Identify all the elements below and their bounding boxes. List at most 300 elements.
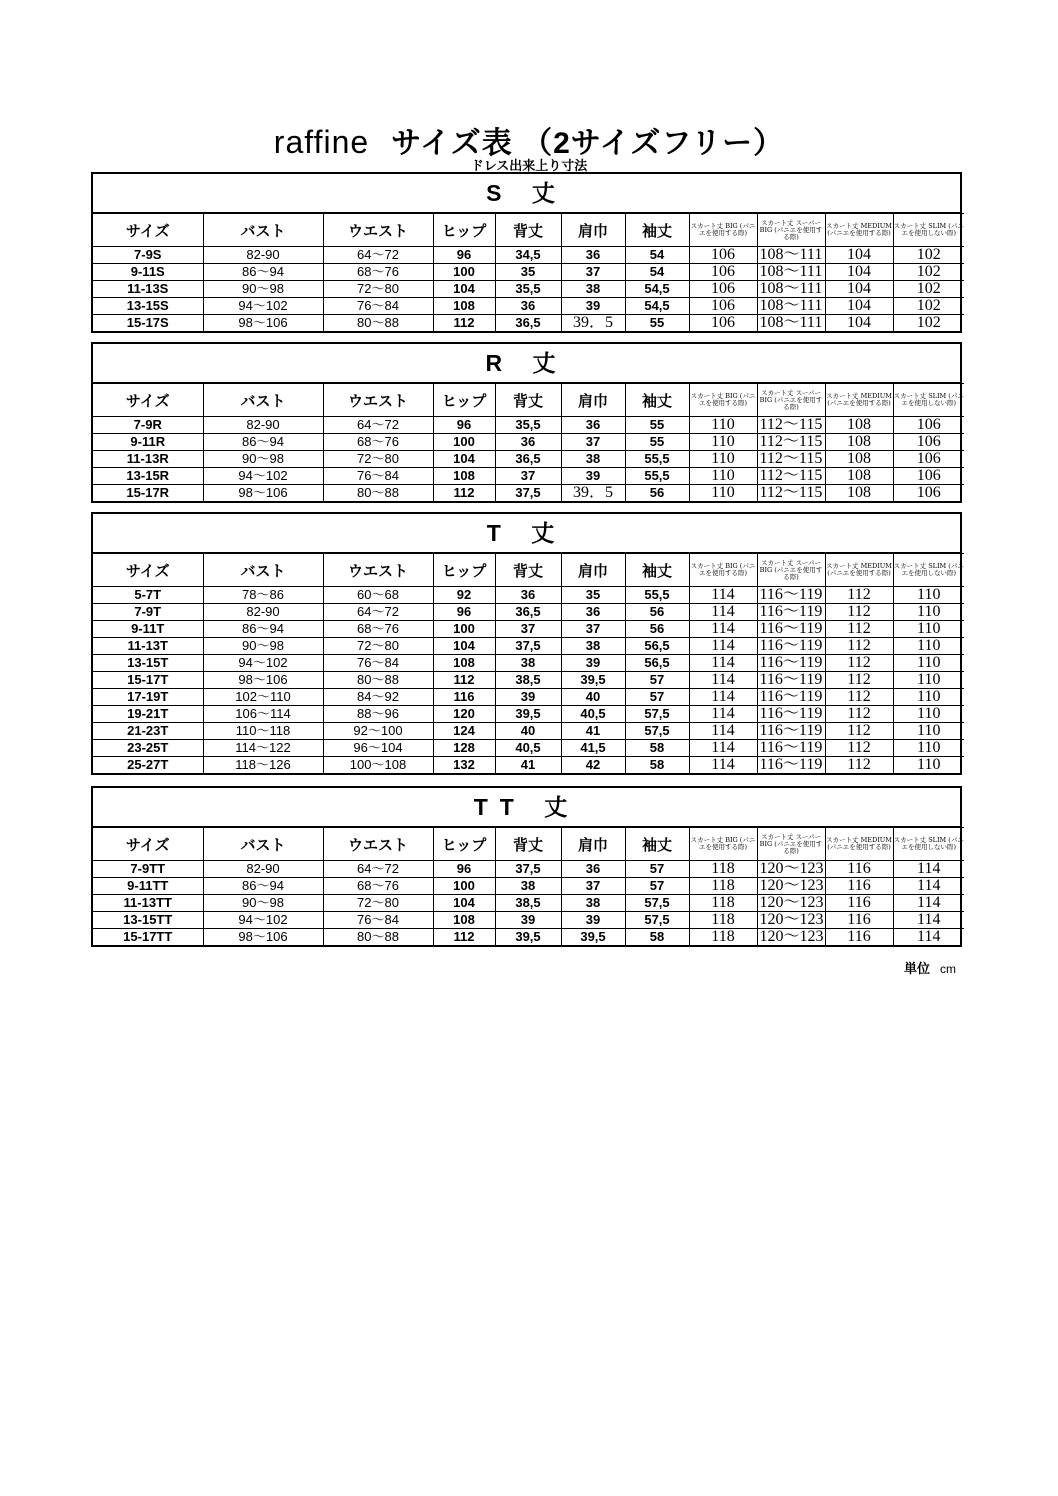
column-header: サイズ [93, 214, 203, 247]
table-cell: 106 [893, 434, 964, 451]
table-cell: 110 [689, 451, 757, 468]
table-cell: 116 [825, 878, 893, 895]
table-cell: 112 [825, 706, 893, 723]
table-cell: 39 [495, 912, 561, 929]
table-cell: 37 [495, 468, 561, 485]
column-header: 肩巾 [561, 828, 625, 861]
table-cell: 112 [433, 315, 495, 332]
table-cell: 11-13T [93, 638, 203, 655]
table-cell: 80～88 [323, 672, 433, 689]
table-cell: 13-15S [93, 298, 203, 315]
table-row [93, 587, 964, 604]
table-cell: 23-25T [93, 740, 203, 757]
column-header: 背丈 [495, 554, 561, 587]
table-cell: 82-90 [203, 417, 323, 434]
section-title: S 丈 [93, 174, 960, 213]
skirt-length-header: スカート丈 SLIM (パニエを使用しない際) [893, 828, 964, 861]
table-cell: 41,5 [561, 740, 625, 757]
table-cell: 39,5 [495, 929, 561, 946]
table-cell: 21-23T [93, 723, 203, 740]
table-cell: 120～123 [757, 912, 825, 929]
table-cell: 13-15TT [93, 912, 203, 929]
table-cell: 112 [825, 740, 893, 757]
table-cell: 112 [433, 929, 495, 946]
table-cell: 114 [893, 895, 964, 912]
table-cell: 110 [689, 417, 757, 434]
table-cell: 110 [689, 485, 757, 502]
table-cell: 106 [689, 247, 757, 264]
table-cell: 58 [625, 929, 689, 946]
table-cell: 38 [495, 655, 561, 672]
table-cell: 57,5 [625, 895, 689, 912]
table-cell: 108 [825, 417, 893, 434]
table-row [93, 929, 964, 946]
table-cell: 35,5 [495, 281, 561, 298]
table-cell: 108～111 [757, 264, 825, 281]
table-cell: 78～86 [203, 587, 323, 604]
table-cell: 104 [825, 264, 893, 281]
table-cell: 98～106 [203, 485, 323, 502]
table-cell: 60～68 [323, 587, 433, 604]
skirt-length-header: スカート丈 MEDIUM (パニエを使用する際) [825, 828, 893, 861]
table-cell: 90～98 [203, 638, 323, 655]
table-cell: 108 [825, 485, 893, 502]
table-cell: 112 [825, 672, 893, 689]
table-cell: 116～119 [757, 706, 825, 723]
table-cell: 114 [689, 706, 757, 723]
table-cell: 116～119 [757, 587, 825, 604]
table-cell: 13-15T [93, 655, 203, 672]
table-cell: 106 [893, 417, 964, 434]
table-cell: 55,5 [625, 587, 689, 604]
table-cell: 36 [561, 604, 625, 621]
table-cell: 108 [433, 468, 495, 485]
table-cell: 37 [561, 621, 625, 638]
table-cell: 100 [433, 264, 495, 281]
table-cell: 37 [561, 878, 625, 895]
table-cell: 100 [433, 621, 495, 638]
table-cell: 36 [495, 298, 561, 315]
table-cell: 36 [495, 587, 561, 604]
table-cell: 15-17S [93, 315, 203, 332]
table-cell: 64～72 [323, 604, 433, 621]
table-cell: 118 [689, 912, 757, 929]
table-cell: 15-17R [93, 485, 203, 502]
size-section [91, 172, 962, 333]
table-cell: 11-13S [93, 281, 203, 298]
table-cell: 86～94 [203, 434, 323, 451]
table-cell: 108 [433, 912, 495, 929]
table-cell: 104 [825, 247, 893, 264]
size-table [93, 383, 964, 501]
table-cell: 80～88 [323, 929, 433, 946]
table-cell: 35 [495, 264, 561, 281]
skirt-length-header: スカート丈 MEDIUM (パニエを使用する際) [825, 554, 893, 587]
table-row [93, 417, 964, 434]
column-header: 背丈 [495, 828, 561, 861]
table-cell: 19-21T [93, 706, 203, 723]
table-cell: 106 [893, 468, 964, 485]
table-cell: 110 [893, 706, 964, 723]
column-header: ヒップ [433, 214, 495, 247]
table-cell: 37 [495, 621, 561, 638]
table-cell: 82-90 [203, 247, 323, 264]
section-title: R 丈 [93, 344, 960, 383]
table-row [93, 861, 964, 878]
table-cell: 72～80 [323, 281, 433, 298]
table-cell: 11-13R [93, 451, 203, 468]
table-cell: 56 [625, 621, 689, 638]
table-cell: 36 [561, 417, 625, 434]
table-cell: 110 [689, 434, 757, 451]
table-cell: 106 [689, 264, 757, 281]
table-cell: 38 [561, 451, 625, 468]
table-cell: 106 [893, 485, 964, 502]
table-cell: 40,5 [561, 706, 625, 723]
table-cell: 55 [625, 315, 689, 332]
table-cell: 68～76 [323, 434, 433, 451]
table-cell: 39 [561, 298, 625, 315]
table-cell: 102 [893, 315, 964, 332]
table-cell: 108 [825, 451, 893, 468]
column-header: サイズ [93, 828, 203, 861]
column-header: 背丈 [495, 384, 561, 417]
table-cell: 110 [893, 638, 964, 655]
table-cell: 116～119 [757, 723, 825, 740]
table-cell: 55 [625, 434, 689, 451]
table-cell: 102～110 [203, 689, 323, 706]
table-cell: 106 [689, 298, 757, 315]
page-subtitle: ドレス出来上り寸法 [470, 158, 588, 173]
table-cell: 110 [893, 587, 964, 604]
table-cell: 112 [825, 587, 893, 604]
table-cell: 76～84 [323, 468, 433, 485]
table-cell: 40,5 [495, 740, 561, 757]
table-cell: 25-27T [93, 757, 203, 774]
table-cell: 108 [433, 298, 495, 315]
table-cell: 96 [433, 417, 495, 434]
table-cell: 132 [433, 757, 495, 774]
column-header: 袖丈 [625, 214, 689, 247]
skirt-length-header: スカート丈 SLIM (パニエを使用しない際) [893, 554, 964, 587]
table-cell: 56 [625, 604, 689, 621]
table-cell: 116～119 [757, 638, 825, 655]
column-header: バスト [203, 214, 323, 247]
table-cell: 108～111 [757, 298, 825, 315]
table-cell: 112 [825, 604, 893, 621]
table-row [93, 315, 964, 332]
table-row [93, 895, 964, 912]
table-cell: 112 [433, 672, 495, 689]
section-title: T 丈 [93, 514, 960, 553]
table-cell: 112～115 [757, 434, 825, 451]
size-section [91, 342, 962, 503]
skirt-length-header: スカート丈 BIG (パニエを使用する際) [689, 554, 757, 587]
table-cell: 102 [893, 298, 964, 315]
table-cell: 36 [561, 247, 625, 264]
table-cell: 57 [625, 689, 689, 706]
table-cell: 114 [689, 740, 757, 757]
table-cell: 15-17T [93, 672, 203, 689]
table-cell: 116～119 [757, 740, 825, 757]
table-cell: 114 [893, 912, 964, 929]
table-cell: 114 [893, 878, 964, 895]
table-cell: 36 [495, 434, 561, 451]
table-cell: 56 [625, 485, 689, 502]
skirt-length-header: スカート丈 スーパーBIG (パニエを使用する際) [757, 214, 825, 247]
table-cell: 108～111 [757, 281, 825, 298]
table-cell: 106 [689, 315, 757, 332]
table-cell: 36 [561, 861, 625, 878]
table-row [93, 281, 964, 298]
unit-label: 単位 [903, 961, 930, 976]
table-cell: 9-11S [93, 264, 203, 281]
table-cell: 112～115 [757, 468, 825, 485]
table-cell: 76～84 [323, 655, 433, 672]
table-cell: 92 [433, 587, 495, 604]
table-cell: 72～80 [323, 638, 433, 655]
table-cell: 112 [825, 689, 893, 706]
table-cell: 120～123 [757, 895, 825, 912]
table-cell: 11-13TT [93, 895, 203, 912]
column-header: バスト [203, 828, 323, 861]
table-cell: 104 [433, 281, 495, 298]
table-cell: 38,5 [495, 672, 561, 689]
table-cell: 102 [893, 281, 964, 298]
table-cell: 118 [689, 929, 757, 946]
table-cell: 55,5 [625, 451, 689, 468]
table-cell: 110 [893, 672, 964, 689]
skirt-length-header: スカート丈 スーパーBIG (パニエを使用する際) [757, 828, 825, 861]
table-cell: 54 [625, 247, 689, 264]
table-cell: 114 [893, 861, 964, 878]
table-cell: 110 [893, 723, 964, 740]
table-cell: 34,5 [495, 247, 561, 264]
table-row [93, 689, 964, 706]
column-header: ヒップ [433, 554, 495, 587]
table-cell: 55 [625, 417, 689, 434]
skirt-length-header: スカート丈 SLIM (パニエを使用しない際) [893, 384, 964, 417]
table-cell: 38 [561, 895, 625, 912]
table-cell: 114 [893, 929, 964, 946]
table-cell: 106～114 [203, 706, 323, 723]
table-cell: 96 [433, 604, 495, 621]
table-row [93, 878, 964, 895]
table-cell: 13-15R [93, 468, 203, 485]
table-cell: 110 [893, 604, 964, 621]
skirt-length-header: スカート丈 BIG (パニエを使用する際) [689, 828, 757, 861]
table-cell: 128 [433, 740, 495, 757]
table-row [93, 434, 964, 451]
table-cell: 36,5 [495, 451, 561, 468]
table-cell: 112～115 [757, 451, 825, 468]
table-cell: 116 [825, 929, 893, 946]
table-cell: 56,5 [625, 655, 689, 672]
table-row [93, 604, 964, 621]
table-cell: 40 [495, 723, 561, 740]
brand-name: raffine [273, 124, 370, 160]
column-header: ウエスト [323, 828, 433, 861]
table-cell: 41 [561, 723, 625, 740]
table-cell: 100 [433, 434, 495, 451]
table-cell: 118 [689, 895, 757, 912]
table-cell: 114 [689, 655, 757, 672]
table-cell: 118 [689, 861, 757, 878]
table-cell: 96～104 [323, 740, 433, 757]
table-cell: 72～80 [323, 895, 433, 912]
table-cell: 108 [825, 434, 893, 451]
table-cell: 110 [893, 655, 964, 672]
column-header: ヒップ [433, 828, 495, 861]
table-cell: 39,5 [561, 929, 625, 946]
column-header: ヒップ [433, 384, 495, 417]
table-cell: 98～106 [203, 672, 323, 689]
table-cell: 104 [825, 298, 893, 315]
table-cell: 7-9R [93, 417, 203, 434]
table-cell: 94～102 [203, 468, 323, 485]
table-cell: 57 [625, 672, 689, 689]
skirt-length-header: スカート丈 MEDIUM (パニエを使用する際) [825, 384, 893, 417]
skirt-length-header: スカート丈 MEDIUM (パニエを使用する際) [825, 214, 893, 247]
table-cell: 76～84 [323, 912, 433, 929]
table-cell: 9-11TT [93, 878, 203, 895]
table-cell: 98～106 [203, 929, 323, 946]
column-header: ウエスト [323, 554, 433, 587]
table-row [93, 485, 964, 502]
table-row [93, 757, 964, 774]
table-cell: 35,5 [495, 417, 561, 434]
table-cell: 114 [689, 587, 757, 604]
table-cell: 39 [495, 689, 561, 706]
table-cell: 80～88 [323, 485, 433, 502]
table-cell: 76～84 [323, 298, 433, 315]
table-cell: 116～119 [757, 621, 825, 638]
table-cell: 112 [433, 485, 495, 502]
table-cell: 68～76 [323, 264, 433, 281]
table-cell: 68～76 [323, 878, 433, 895]
table-row [93, 912, 964, 929]
size-table [93, 553, 964, 773]
table-cell: 36,5 [495, 604, 561, 621]
section-title: TT 丈 [93, 788, 960, 827]
table-row [93, 638, 964, 655]
table-cell: 114 [689, 689, 757, 706]
table-cell: 38 [561, 638, 625, 655]
table-cell: 120～123 [757, 861, 825, 878]
table-cell: 108 [825, 468, 893, 485]
table-cell: 102 [893, 247, 964, 264]
table-cell: 39 [561, 655, 625, 672]
table-cell: 90～98 [203, 451, 323, 468]
skirt-length-header: スカート丈 BIG (パニエを使用する際) [689, 384, 757, 417]
table-cell: 37,5 [495, 485, 561, 502]
size-section [91, 786, 962, 947]
table-cell: 37,5 [495, 638, 561, 655]
table-cell: 96 [433, 861, 495, 878]
table-cell: 116 [433, 689, 495, 706]
skirt-length-header: スカート丈 SLIM (パニエを使用しない際) [893, 214, 964, 247]
table-cell: 116 [825, 912, 893, 929]
table-cell: 112 [825, 757, 893, 774]
table-cell: 98～106 [203, 315, 323, 332]
table-cell: 17-19T [93, 689, 203, 706]
column-header: 肩巾 [561, 384, 625, 417]
table-cell: 64～72 [323, 861, 433, 878]
table-cell: 39．5 [561, 315, 625, 332]
table-cell: 112 [825, 723, 893, 740]
table-cell: 42 [561, 757, 625, 774]
table-cell: 104 [433, 638, 495, 655]
table-cell: 114 [689, 672, 757, 689]
column-header: バスト [203, 554, 323, 587]
size-section [91, 512, 962, 775]
column-header: ウエスト [323, 384, 433, 417]
size-table [93, 827, 964, 945]
size-table [93, 213, 964, 331]
table-cell: 38 [495, 878, 561, 895]
table-cell: 102 [893, 264, 964, 281]
table-cell: 114 [689, 604, 757, 621]
table-cell: 38 [561, 281, 625, 298]
table-cell: 36,5 [495, 315, 561, 332]
table-cell: 86～94 [203, 264, 323, 281]
table-cell: 110 [689, 468, 757, 485]
table-cell: 88～96 [323, 706, 433, 723]
unit-value: cm [940, 962, 956, 976]
column-header: 肩巾 [561, 554, 625, 587]
column-header: サイズ [93, 554, 203, 587]
table-row [93, 740, 964, 757]
table-cell: 90～98 [203, 281, 323, 298]
table-cell: 104 [433, 895, 495, 912]
table-cell: 106 [689, 281, 757, 298]
column-header: 袖丈 [625, 828, 689, 861]
table-cell: 57,5 [625, 706, 689, 723]
table-cell: 40 [561, 689, 625, 706]
table-cell: 112～115 [757, 417, 825, 434]
table-cell: 55,5 [625, 468, 689, 485]
table-cell: 110 [893, 740, 964, 757]
table-cell: 86～94 [203, 621, 323, 638]
table-row [93, 655, 964, 672]
table-cell: 37 [561, 434, 625, 451]
column-header: サイズ [93, 384, 203, 417]
table-row [93, 298, 964, 315]
table-cell: 114～122 [203, 740, 323, 757]
table-cell: 114 [689, 638, 757, 655]
table-cell: 58 [625, 740, 689, 757]
column-header: 背丈 [495, 214, 561, 247]
table-cell: 64～72 [323, 417, 433, 434]
table-cell: 7-9TT [93, 861, 203, 878]
table-cell: 112 [825, 655, 893, 672]
table-cell: 120～123 [757, 929, 825, 946]
table-cell: 7-9T [93, 604, 203, 621]
table-cell: 41 [495, 757, 561, 774]
table-cell: 68～76 [323, 621, 433, 638]
table-cell: 104 [825, 281, 893, 298]
table-cell: 116～119 [757, 655, 825, 672]
table-cell: 116 [825, 861, 893, 878]
table-row [93, 706, 964, 723]
table-cell: 112～115 [757, 485, 825, 502]
table-cell: 58 [625, 757, 689, 774]
table-row [93, 247, 964, 264]
table-cell: 5-7T [93, 587, 203, 604]
table-cell: 110 [893, 689, 964, 706]
table-cell: 72～80 [323, 451, 433, 468]
table-cell: 116～119 [757, 604, 825, 621]
